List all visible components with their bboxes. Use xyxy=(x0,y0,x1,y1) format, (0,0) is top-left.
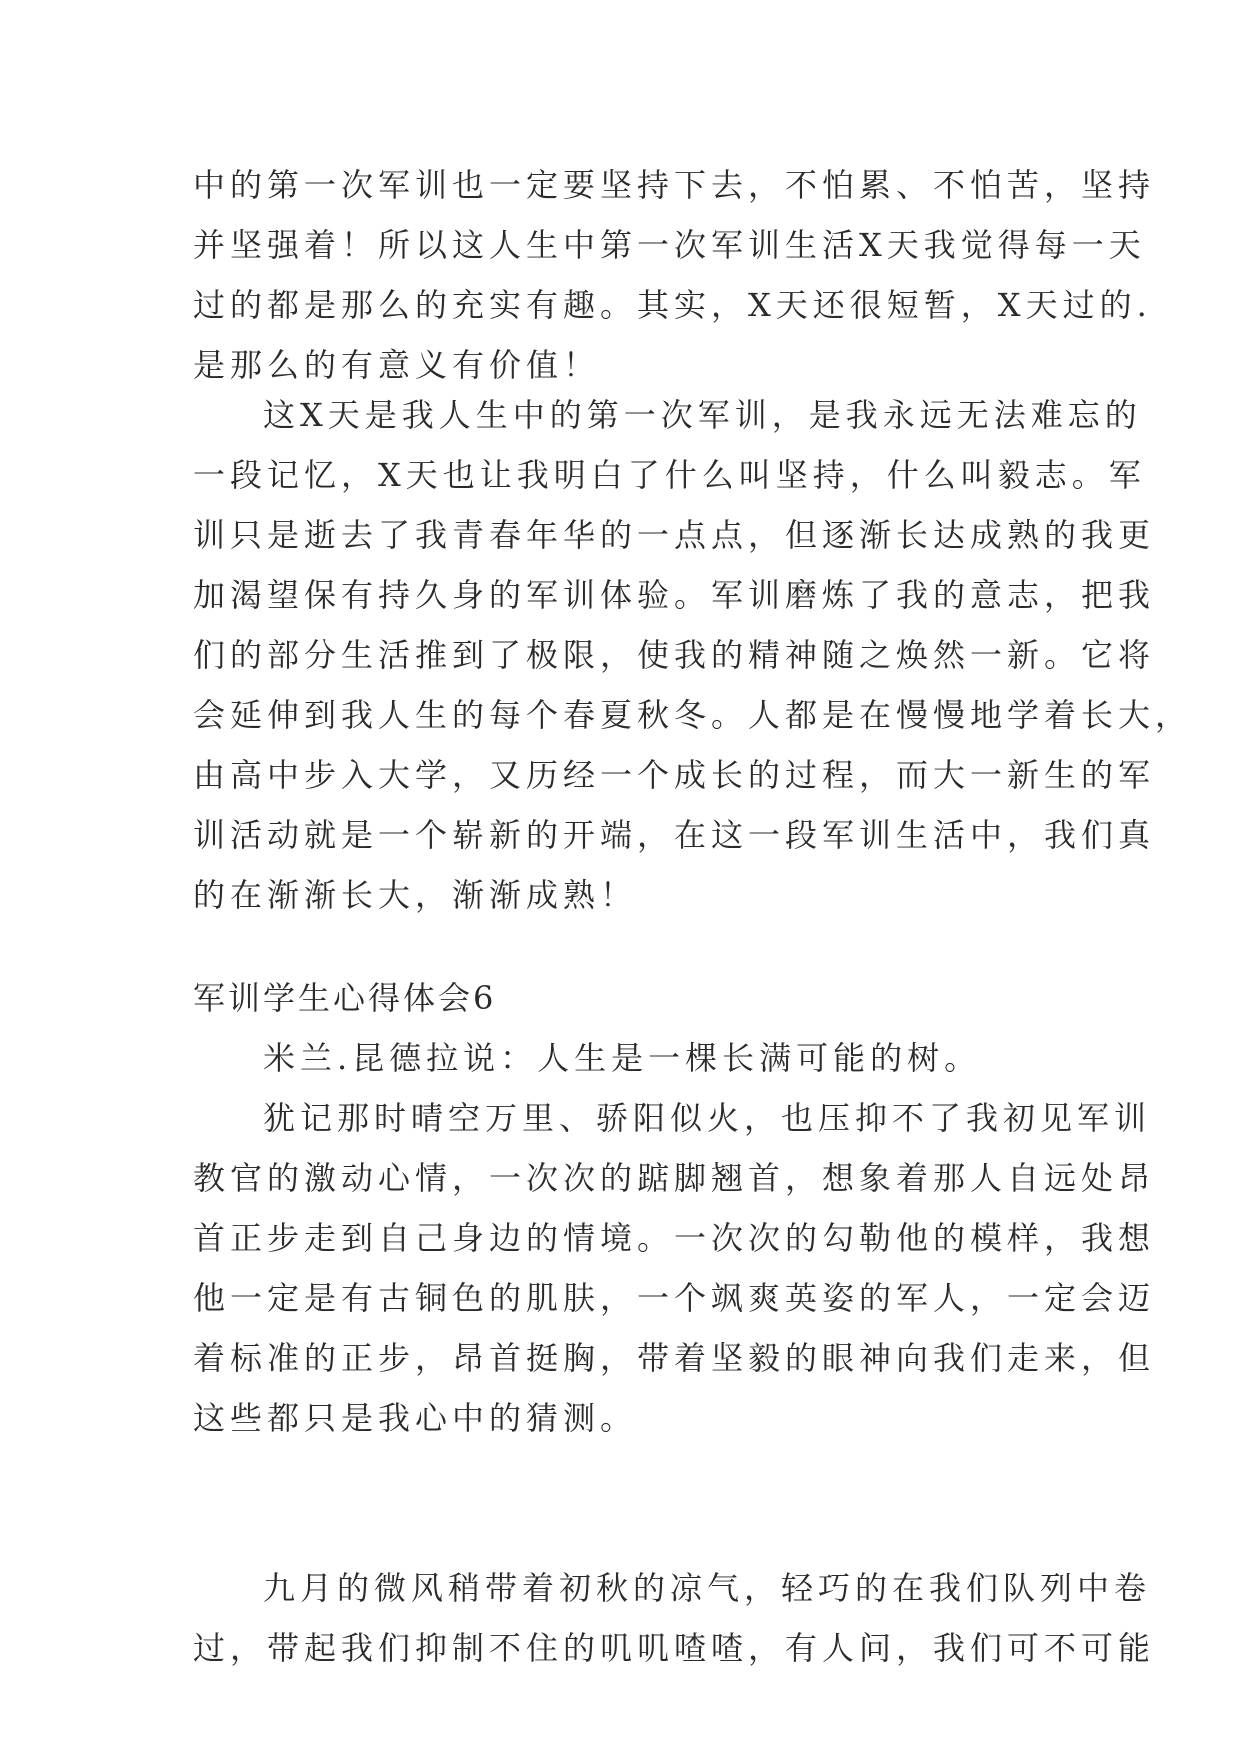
text-line: 们的部分生活推到了极限，使我的精神随之焕然一新。它将 xyxy=(193,636,1156,674)
text-line: 他一定是有古铜色的肌肤，一个飒爽英姿的军人，一定会迈 xyxy=(193,1279,1156,1317)
text-line: 这些都只是我心中的猜测。 xyxy=(193,1399,638,1437)
text-line: 是那么的有意义有价值！ xyxy=(193,346,601,384)
text-line: 过的都是那么的充实有趣。其实，X天还很短暂，X天过的. xyxy=(193,286,1152,324)
text-line: 训活动就是一个崭新的开端，在这一段军训生活中，我们真 xyxy=(193,816,1156,854)
quote-line: 米兰.昆德拉说：人生是一棵长满可能的树。 xyxy=(263,1039,982,1077)
heading-text: 军训学生心得体会6 xyxy=(193,979,497,1017)
text-line: 犹记那时晴空万里、骄阳似火，也压抑不了我初见军训 xyxy=(263,1099,1152,1137)
text-line: 的在渐渐长大，渐渐成熟！ xyxy=(193,876,638,914)
paragraph-continued xyxy=(193,155,1156,395)
text-line: 一段记忆，X天也让我明白了什么叫坚持，什么叫毅志。军 xyxy=(193,456,1146,494)
text-line: 由高中步入大学，又历经一个成长的过程，而大一新生的军 xyxy=(193,756,1156,794)
paragraph-september xyxy=(193,1558,1156,1678)
text-line: 并坚强着！所以这人生中第一次军训生活X天我觉得每一天 xyxy=(193,226,1146,264)
text-line: 这X天是我人生中的第一次军训，是我永远无法难忘的 xyxy=(263,396,1142,434)
text-line: 中的第一次军训也一定要坚持下去，不怕累、不怕苦，坚持 xyxy=(193,166,1156,204)
text-line: 加渴望保有持久身的军训体验。军训磨炼了我的意志，把我 xyxy=(193,576,1156,614)
text-line: 会延伸到我人生的每个春夏秋冬。人都是在慢慢地学着长大， xyxy=(193,696,1193,734)
text-line: 训只是逝去了我青春年华的一点点，但逐渐长达成熟的我更 xyxy=(193,516,1156,554)
text-line: 九月的微风稍带着初秋的凉气，轻巧的在我们队列中卷 xyxy=(263,1569,1152,1607)
text-line: 首正步走到自己身边的情境。一次次的勾勒他的模样，我想 xyxy=(193,1219,1156,1257)
paragraph-memory xyxy=(193,385,1193,925)
paragraph-instructor xyxy=(193,1088,1156,1448)
section-heading xyxy=(193,968,1053,1028)
text-line: 教官的激动心情，一次次的踮脚翘首，想象着那人自远处昂 xyxy=(193,1159,1156,1197)
text-line: 过，带起我们抑制不住的叽叽喳喳，有人问，我们可不可能 xyxy=(193,1629,1156,1667)
quote-paragraph xyxy=(193,1028,1053,1088)
text-line: 着标准的正步，昂首挺胸，带着坚毅的眼神向我们走来，但 xyxy=(193,1339,1156,1377)
